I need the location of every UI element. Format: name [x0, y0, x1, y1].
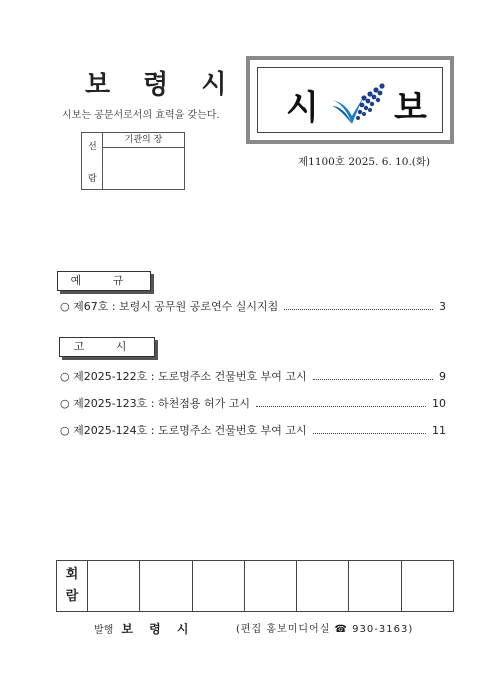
toc-entry[interactable] — [60, 395, 446, 411]
toc-entry-page: 3 — [439, 300, 446, 313]
approval-label-bottom: 람 — [88, 174, 97, 184]
leader-dots — [313, 378, 433, 380]
toc-entry-title: ○ 제67호 : 보령시 공무원 공로연수 실시지침 — [60, 300, 279, 313]
approval-label-column — [82, 133, 103, 189]
leader-dots — [256, 405, 426, 407]
toc-entry-title: ○ 제2025-122호 : 도로명주소 건물번호 부여 고시 — [60, 370, 307, 383]
routing-label — [57, 561, 88, 611]
routing-table — [56, 560, 454, 612]
publisher — [94, 620, 194, 637]
routing-cell — [245, 561, 297, 611]
gazette-logo — [246, 56, 454, 144]
routing-cell — [297, 561, 349, 611]
toc-entry-page: 11 — [432, 424, 446, 437]
issue-number-date: 제1100호 2025. 6. 10.(화) — [298, 156, 431, 168]
section-title-notices: 고 시 — [59, 337, 155, 357]
toc-entry[interactable] — [60, 298, 446, 314]
toc-entry-title: ○ 제2025-123호 : 하천점용 허가 고시 — [60, 397, 251, 410]
toc-entry[interactable] — [60, 422, 446, 438]
routing-label-top: 회 — [65, 567, 79, 582]
toc-entry[interactable] — [60, 368, 446, 384]
toc-entry-title: ○ 제2025-124호 : 도로명주소 건물번호 부여 고시 — [60, 424, 307, 437]
publisher-name: 보 령 시 — [121, 622, 195, 636]
approval-label-top: 선 — [88, 142, 97, 152]
approval-box — [81, 132, 185, 190]
logo-right-text: 보 — [394, 88, 427, 128]
routing-cell — [402, 561, 453, 611]
section-title-regulations: 예 규 — [57, 271, 151, 291]
city-emblem-icon — [330, 78, 388, 130]
logo-left-text: 시 — [286, 88, 319, 128]
toc-entry-page: 9 — [439, 370, 446, 383]
routing-cell — [140, 561, 192, 611]
logo-frame — [257, 67, 443, 133]
approval-head: 기관의 장 — [103, 133, 184, 148]
publisher-label: 발행 — [94, 625, 114, 636]
routing-cell — [88, 561, 140, 611]
city-title: 보 령 시 — [85, 70, 239, 100]
leader-dots — [284, 308, 433, 310]
editor-contact: (편집 홍보미디어실 ☎ 930-3163) — [236, 624, 414, 635]
routing-label-bottom: 람 — [65, 589, 79, 604]
leader-dots — [313, 432, 426, 434]
toc-entry-page: 10 — [432, 397, 446, 410]
subtitle: 시보는 공문서로서의 효력을 갖는다. — [62, 110, 220, 121]
routing-cell — [349, 561, 401, 611]
routing-cell — [193, 561, 245, 611]
